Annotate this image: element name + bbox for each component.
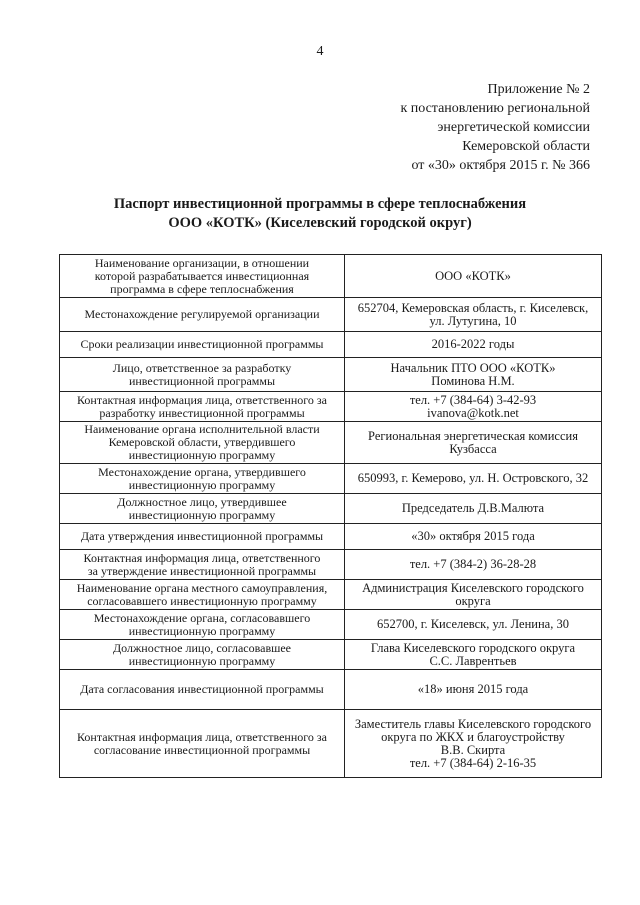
table-cell-label	[60, 670, 345, 710]
table-cell-label	[60, 392, 345, 422]
page-number: 4	[316, 44, 324, 59]
passport-table	[59, 254, 602, 778]
document-title-line: Паспорт инвестиционной программы в сфере теплоснабжения	[113, 196, 527, 212]
cell-text-line: Контактная информация лица, ответственного за	[77, 392, 327, 407]
table-cell-value	[345, 358, 602, 392]
table-cell-value	[345, 332, 602, 358]
table-cell-label	[60, 640, 345, 670]
table-cell-label	[60, 255, 345, 298]
cell-text-line: Председатель Д.В.Малюта	[401, 501, 545, 515]
cell-text-line: ул. Лутугина, 10	[429, 313, 517, 328]
cell-text-line: 652704, Кемеровская область, г. Киселевск,	[357, 300, 589, 315]
cell-text-line: согласовавшего инвестиционную программу	[87, 593, 317, 608]
table-cell-label	[60, 358, 345, 392]
table-cell-value	[345, 610, 602, 640]
cell-text-line: «18» июня 2015 года	[417, 682, 529, 696]
table-cell-value	[345, 298, 602, 332]
table-cell-label	[60, 464, 345, 494]
cell-text-line: Местонахождение регулируемой организации	[84, 307, 320, 321]
cell-text-line: Кузбасса	[449, 441, 497, 456]
appendix-line: к постановлению региональной	[400, 101, 590, 116]
table-cell-value	[345, 580, 602, 610]
cell-text-line: Кемеровской области, утвердившего	[108, 435, 296, 449]
cell-text-line: 652700, г. Киселевск, ул. Ленина, 30	[377, 617, 569, 631]
table-cell-value	[345, 392, 602, 422]
cell-text-line: инвестиционную программу	[128, 448, 276, 462]
passport-table-body	[60, 255, 602, 778]
table-row	[60, 358, 602, 392]
cell-text-line: инвестиционную программу	[128, 653, 276, 668]
table-row	[60, 610, 602, 640]
table-row	[60, 332, 602, 358]
table-cell-label	[60, 298, 345, 332]
cell-text-line: разработку инвестиционной программы	[99, 405, 305, 420]
table-row	[60, 550, 602, 580]
cell-text-line: инвестиционную программу	[128, 623, 276, 638]
cell-text-line: «30» октября 2015 года	[411, 529, 535, 543]
cell-text-line: Глава Киселевского городского округа	[370, 640, 576, 655]
table-cell-label	[60, 710, 345, 778]
cell-text-line: Местонахождение органа, согласовавшего	[93, 610, 311, 625]
cell-text-line: инвестиционную программу	[128, 507, 276, 522]
cell-text-line: которой разрабатывается инвестиционная	[94, 268, 310, 283]
document-title	[0, 195, 640, 233]
cell-text-line: тел. +7 (384-2) 36-28-28	[409, 557, 537, 571]
cell-text-line: Заместитель главы Киселевского городского	[354, 716, 592, 731]
table-row	[60, 640, 602, 670]
cell-text-line: 650993, г. Кемерово, ул. Н. Островского, 32	[357, 471, 589, 485]
cell-text-line: Наименование органа исполнительной власти	[84, 422, 320, 436]
cell-text-line: программа в сфере теплоснабжения	[110, 281, 294, 296]
table-cell-value	[345, 710, 602, 778]
appendix-line: Приложение № 2	[487, 82, 590, 97]
table-row	[60, 464, 602, 494]
cell-text-line: инвестиционную программу	[128, 477, 276, 492]
table-cell-value	[345, 255, 602, 298]
cell-text-line: Дата утверждения инвестиционной программы	[80, 529, 324, 543]
table-row	[60, 255, 602, 298]
cell-text-line: Лицо, ответственное за разработку	[112, 360, 292, 375]
cell-text-line: Дата согласования инвестиционной программы	[80, 682, 324, 696]
cell-text-line: Начальник ПТО ООО «КОТК»	[390, 360, 556, 375]
table-cell-label	[60, 580, 345, 610]
cell-text-line: С.С. Лаврентьев	[429, 653, 517, 668]
table-cell-value	[345, 464, 602, 494]
table-cell-label	[60, 610, 345, 640]
table-cell-value	[345, 640, 602, 670]
table-row	[60, 298, 602, 332]
table-cell-label	[60, 524, 345, 550]
table-cell-label	[60, 494, 345, 524]
cell-text-line: Администрация Киселевского городского	[362, 580, 584, 595]
cell-text-line: Должностное лицо, согласовавшее	[113, 640, 291, 655]
cell-text-line: тел. +7 (384-64) 2-16-35	[409, 755, 537, 770]
table-cell-value	[345, 670, 602, 710]
cell-text-line: за утверждение инвестиционной программы	[87, 563, 317, 578]
table-cell-value	[345, 524, 602, 550]
appendix-line: от «30» октября 2015 г. № 366	[411, 158, 590, 173]
cell-text-line: Наименование органа местного самоуправления,	[76, 580, 328, 595]
table-cell-value	[345, 422, 602, 464]
table-row	[60, 392, 602, 422]
cell-text-line: инвестиционной программы	[128, 373, 276, 388]
table-cell-label	[60, 332, 345, 358]
cell-text-line: Местонахождение органа, утвердившего	[98, 464, 306, 479]
cell-text-line: 2016-2022 годы	[431, 337, 515, 351]
appendix-line: Кемеровской области	[462, 139, 590, 154]
table-row	[60, 494, 602, 524]
table-row	[60, 422, 602, 464]
table-cell-label	[60, 550, 345, 580]
cell-text-line: Региональная энергетическая комиссия	[368, 428, 578, 443]
cell-text-line: Контактная информация лица, ответственного	[83, 550, 321, 565]
cell-text-line: Контактная информация лица, ответственного за	[77, 729, 327, 744]
table-cell-label	[60, 422, 345, 464]
cell-text-line: Должностное лицо, утвердившее	[117, 494, 287, 509]
table-row	[60, 580, 602, 610]
table-row	[60, 524, 602, 550]
appendix-line: энергетической комиссии	[437, 120, 590, 135]
cell-text-line: тел. +7 (384-64) 3-42-93	[409, 392, 537, 407]
cell-text-line: Наименование организации, в отношении	[94, 255, 310, 270]
cell-text-line: ООО «КОТК»	[435, 268, 511, 283]
cell-text-line: округа	[455, 593, 491, 608]
cell-text-line: согласование инвестиционной программы	[93, 742, 311, 757]
cell-text-line: Поминова Н.М.	[431, 373, 515, 388]
cell-text-line: округа по ЖКХ и благоустройству	[381, 729, 565, 744]
table-row	[60, 670, 602, 710]
table-cell-value	[345, 550, 602, 580]
cell-text-line: Сроки реализации инвестиционной программы	[80, 337, 324, 351]
cell-text-line: ivanova@kotk.net	[427, 405, 519, 420]
appendix-block	[360, 80, 590, 175]
table-row	[60, 710, 602, 778]
cell-text-line: В.В. Скирта	[440, 742, 506, 757]
table-cell-value	[345, 494, 602, 524]
document-title-line: ООО «КОТК» (Киселевский городской округ)	[168, 215, 472, 231]
